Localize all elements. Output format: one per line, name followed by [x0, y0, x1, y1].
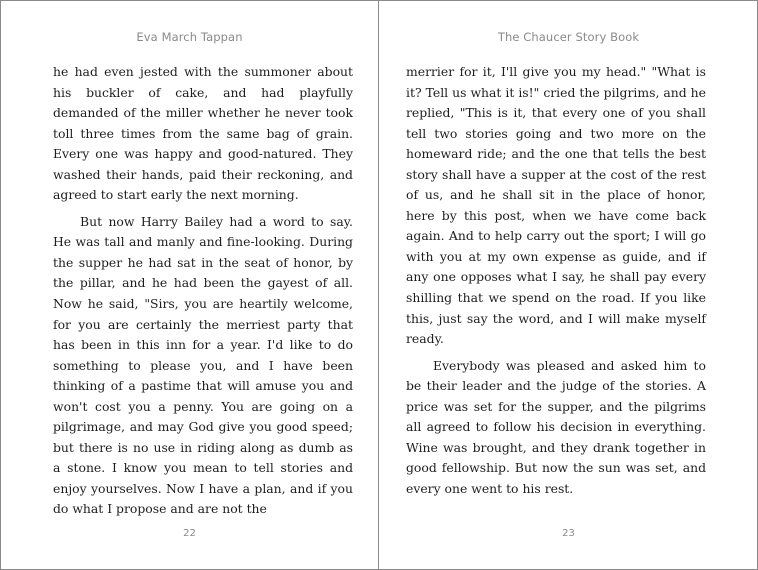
right-page-paragraph-2: Everybody was pleased and asked him to be their leader and the judge of the stories. A price was set for the supper, and the pilgrims all agreed to follow his decision in everything. Wine was brought, and they drank together in good fellowship. But now the sun was set, and every one went to his rest.	[406, 357, 706, 496]
left-page-paragraph-1: he had even jested with the summoner about his buckler of cake, and had playfully demanded of the miller whether he never took toll three times from the same bag of grain. Every one was happy and good-natured. They washed their hands, paid their reckoning, and agreed to start early the next morning.	[53, 64, 353, 203]
page-divider	[378, 1, 379, 569]
left-page-paragraph-2: But now Harry Bailey had a word to say. He was tall and manly and fine-looking. During the supper he had sat in the seat of honor, by the pillar, and he had been the gayest of all. Now he said, "Sirs, you are heartily welcome, for you are certainly the merriest party that has been in this inn for a year. I'd like to do something to please you, and I have been thinking of a pastime that will amuse you and won't cost you a penny. You are going on a pilgrimage, and may God give you good speed; but there is no use in riding along as dumb as a stone. I know you mean to tell stories and enjoy yourselves. Now I have a plan, and if you do what I propose and are not the	[53, 213, 353, 517]
right-page[interactable]	[380, 1, 757, 569]
right-page-header-title: The Chaucer Story Book	[497, 30, 640, 44]
left-page-text	[53, 62, 353, 520]
right-page-text	[406, 62, 706, 499]
left-page-number: 22	[183, 528, 196, 539]
right-page-number: 23	[562, 528, 575, 539]
left-page[interactable]	[1, 1, 378, 569]
left-page-header-author: Eva March Tappan	[136, 30, 243, 44]
right-page-paragraph-1: merrier for it, I'll give you my head." "What is it? Tell us what it is!" cried the pilgrims, and he replied, "This is it, that every one of you shall tell two stories going and two more on the homeward ride; and the one that tells the best story shall have a supper at the cost of the rest of us, and he shall sit in the place of honor, here by this post, when we have come back again. And to help carry out the sport; I will go with you at my own expense as guide, and if any one opposes what I say, he shall pay every shilling that we spend on the road. If you like this, just say the word, and I will make myself ready.	[406, 64, 706, 347]
